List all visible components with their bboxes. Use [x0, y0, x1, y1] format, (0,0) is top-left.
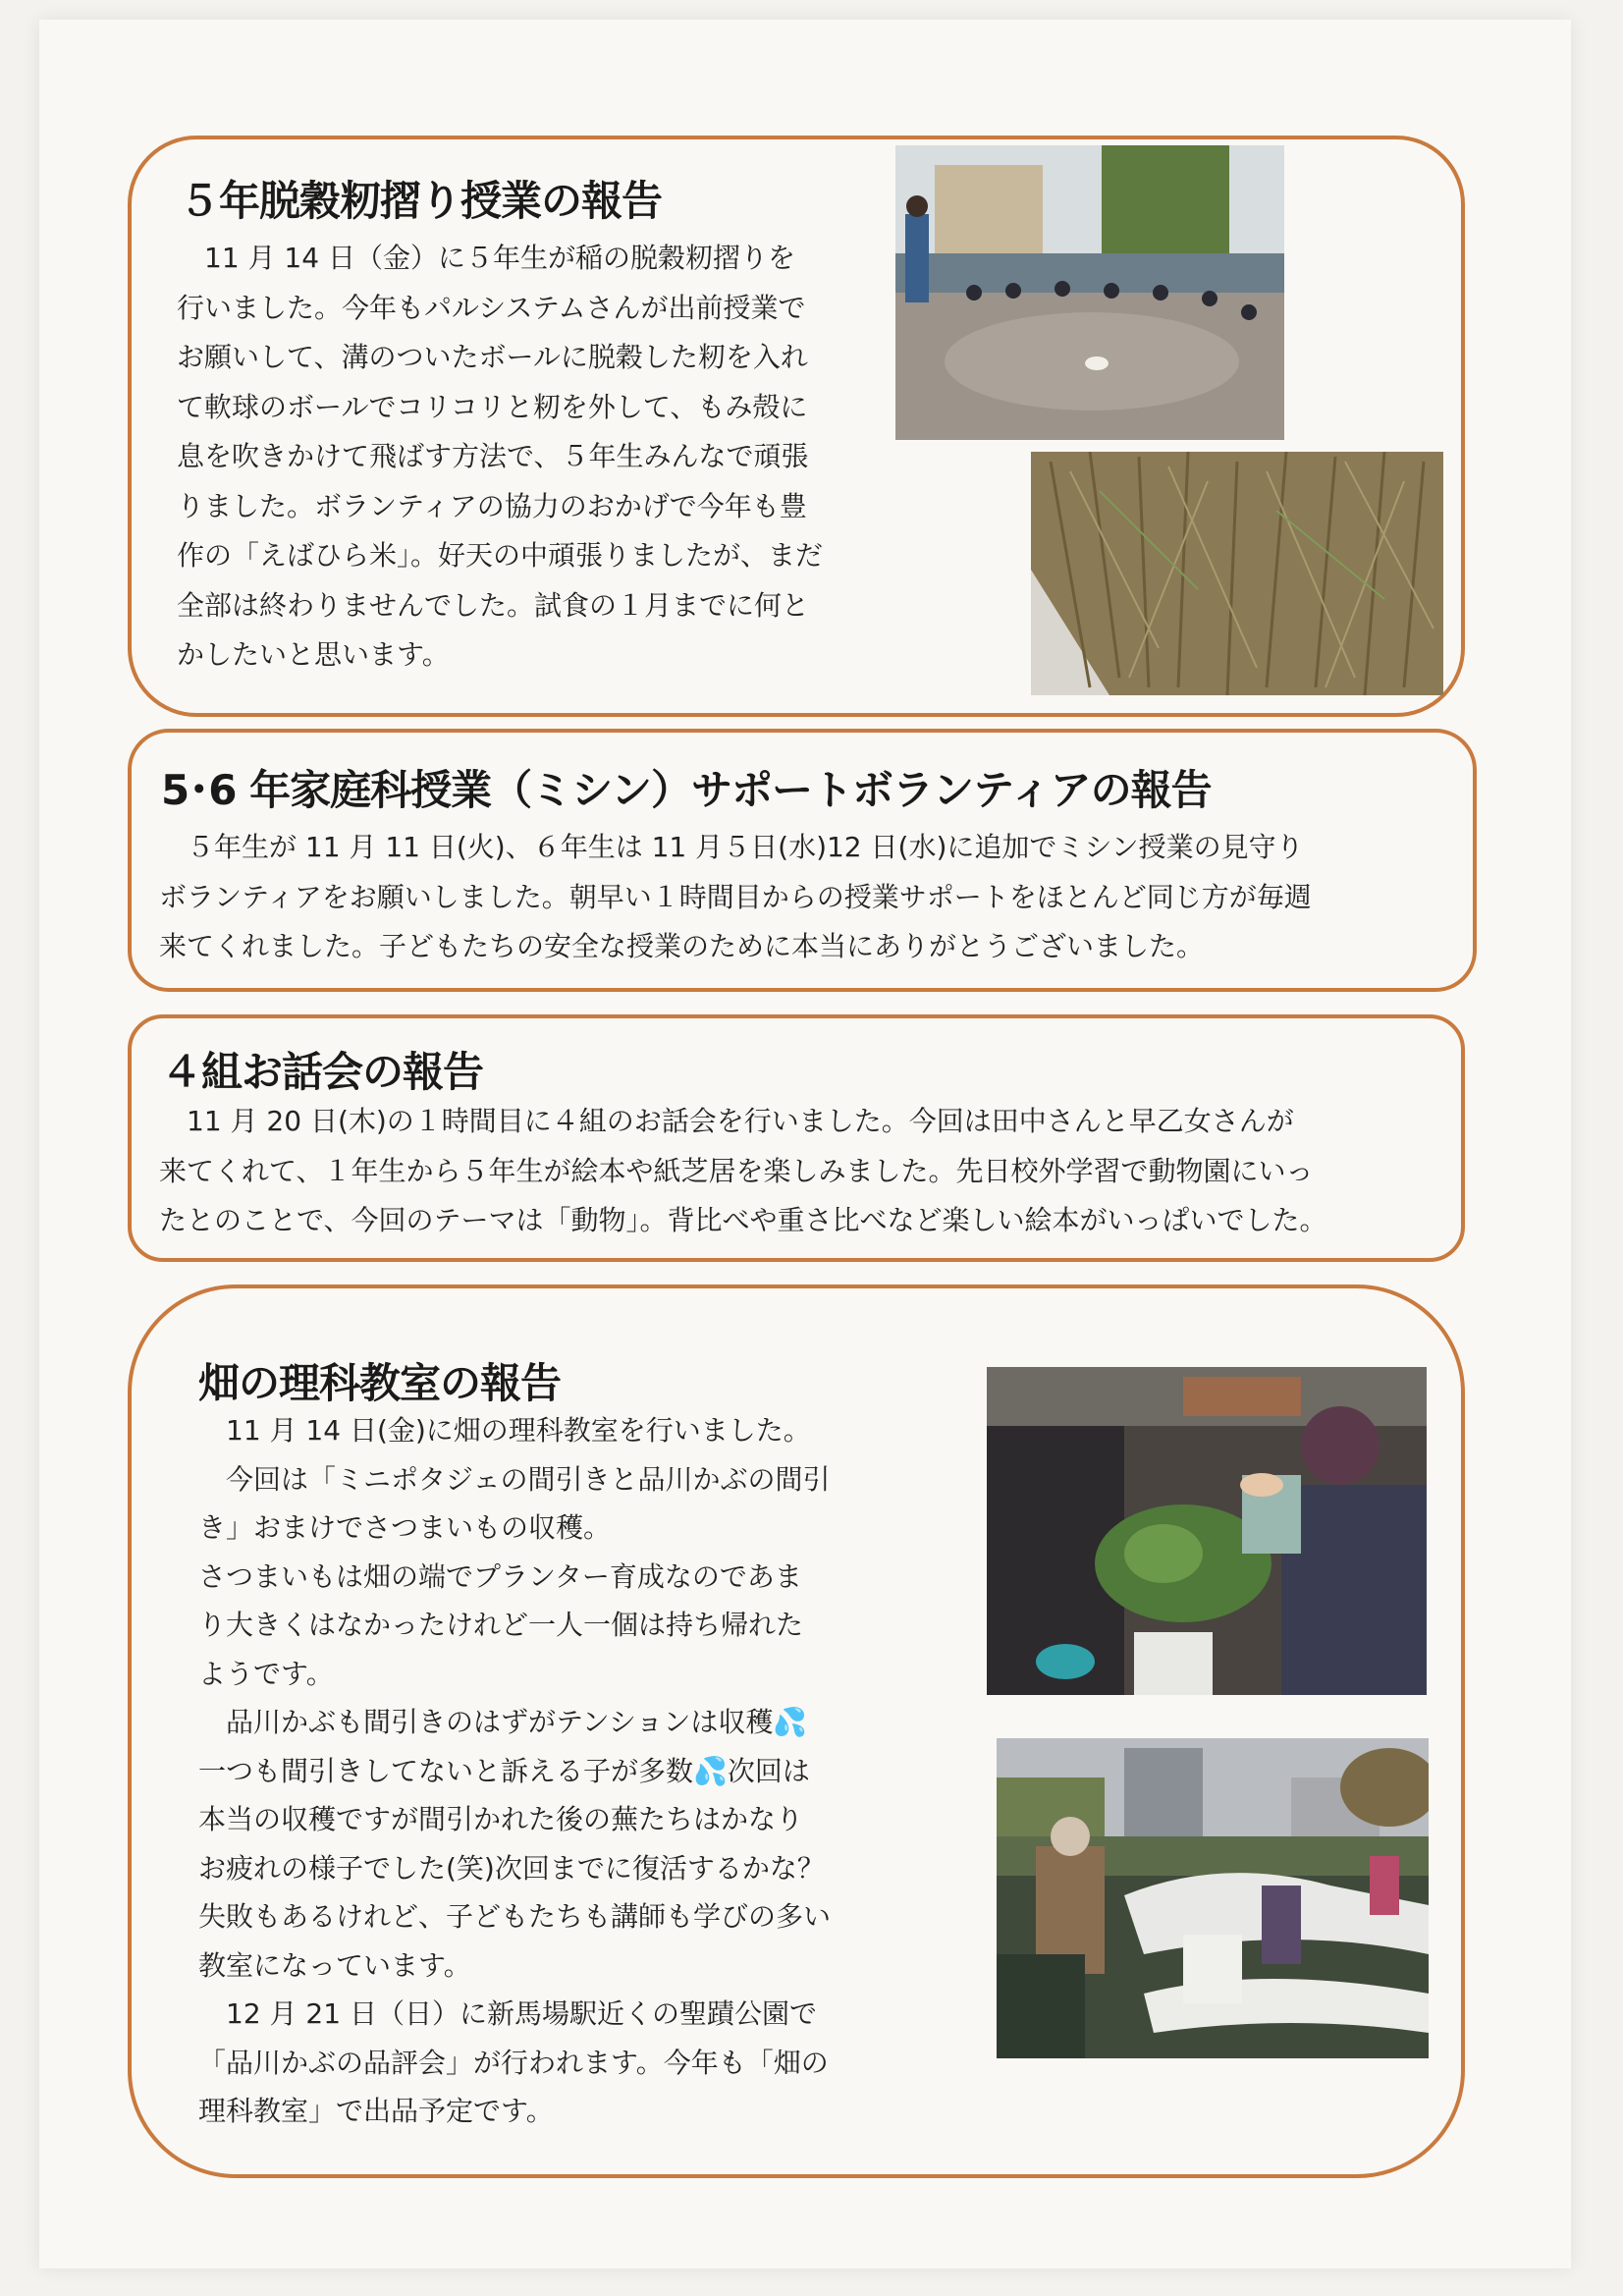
- body-line: 理科教室」で出品予定です。: [198, 2095, 554, 2127]
- body-line: 教室になっています。: [198, 1948, 471, 1982]
- photo-field-class-outdoor: [997, 1738, 1429, 2058]
- section-title: 5･6 年家庭科授業（ミシン）サポートボランティアの報告: [161, 766, 1212, 814]
- section-body: [159, 823, 1455, 972]
- body-line: 11 月 20 日(木)の１時間目に４組のお話会を行いました。今回は田中さんと早乙女さんが: [159, 1105, 1294, 1137]
- body-line: 12 月 21 日（日）に新馬場駅近くの聖蹟公園で: [198, 1997, 817, 2030]
- body-line: 11 月 14 日(金)に畑の理科教室を行いました。: [198, 1414, 811, 1447]
- section-sewing-volunteer-report: [128, 729, 1477, 992]
- body-line: 作の「えばひら米」。好天の中頑張りましたが、まだ: [177, 539, 824, 572]
- body-line: 来てくれました。子どもたちの安全な授業のために本当にありがとうございました。: [159, 930, 1205, 962]
- body-line: 11 月 14 日（金）に５年生が稲の脱穀籾摺りを: [177, 242, 795, 274]
- body-line: かしたいと思います。: [177, 638, 450, 671]
- section-title: ５年脱穀籾摺り授業の報告: [179, 177, 663, 225]
- body-line: たとのことで、今回のテーマは「動物」。背比べや重さ比べなど楽しい絵本がいっぱいでした。: [159, 1204, 1327, 1236]
- body-line: 息を吹きかけて飛ばす方法で、５年生みんなで頑張: [177, 440, 809, 472]
- section-storytelling-report: [128, 1014, 1465, 1262]
- body-line: り大きくはなかったけれど一人一個は持ち帰れた: [198, 1609, 804, 1641]
- section-body: [198, 1406, 984, 2136]
- photo-harvest-closeup: [987, 1367, 1427, 1695]
- body-line: き」おまけでさつまいもの収穫。: [198, 1511, 612, 1544]
- body-line: 全部は終わりませんでした。試食の１月までに何と: [177, 588, 810, 622]
- body-line: 一つも間引きしてないと訴える子が多数💦次回は: [198, 1754, 810, 1787]
- body-line: 来てくれて、１年生から５年生が絵本や紙芝居を楽しみました。先日校外学習で動物園にいっ: [159, 1154, 1314, 1187]
- section-body: [159, 1097, 1455, 1246]
- body-line: 今回は「ミニポタジェの間引きと品川かぶの間引: [198, 1462, 831, 1496]
- body-line: 行いました。今年もパルシステムさんが出前授業で: [177, 291, 806, 324]
- body-line: りました。ボランティアの協力のおかげで今年も豊: [177, 489, 807, 522]
- photo-rice-stalks: [1031, 452, 1443, 695]
- section-title: ４組お話会の報告: [161, 1048, 484, 1096]
- body-line: ボランティアをお願いしました。朝早い１時間目からの授業サポートをほとんど同じ方が毎週: [159, 880, 1312, 913]
- section-body: [177, 234, 992, 681]
- photo-threshing-class: [895, 145, 1284, 440]
- body-line: 失敗もあるけれど、子どもたちも講師も学びの多い: [198, 1900, 832, 1933]
- body-line: ５年生が 11 月 11 日(火)、６年生は 11 月５日(水)12 日(水)に追加でミシン授業の見守り: [159, 831, 1304, 863]
- body-line: お疲れの様子でした(笑)次回までに復活するかな？: [198, 1851, 825, 1885]
- body-line: お願いして、溝のついたボールに脱穀した籾を入れ: [177, 341, 808, 373]
- body-line: 品川かぶも間引きのはずがテンションは収穫💦: [198, 1706, 808, 1738]
- body-line: て軟球のボールでコリコリと籾を外して、もみ殻に: [177, 390, 808, 423]
- body-line: 本当の収穫ですが間引かれた後の蕪たちはかなり: [198, 1803, 804, 1835]
- body-line: ようです。: [198, 1657, 334, 1690]
- body-line: さつまいもは畑の端でプランター育成なのであま: [198, 1559, 802, 1593]
- body-line: 「品川かぶの品評会」が行われます。今年も「畑の: [198, 2046, 829, 2079]
- section-title: 畑の理科教室の報告: [198, 1359, 562, 1407]
